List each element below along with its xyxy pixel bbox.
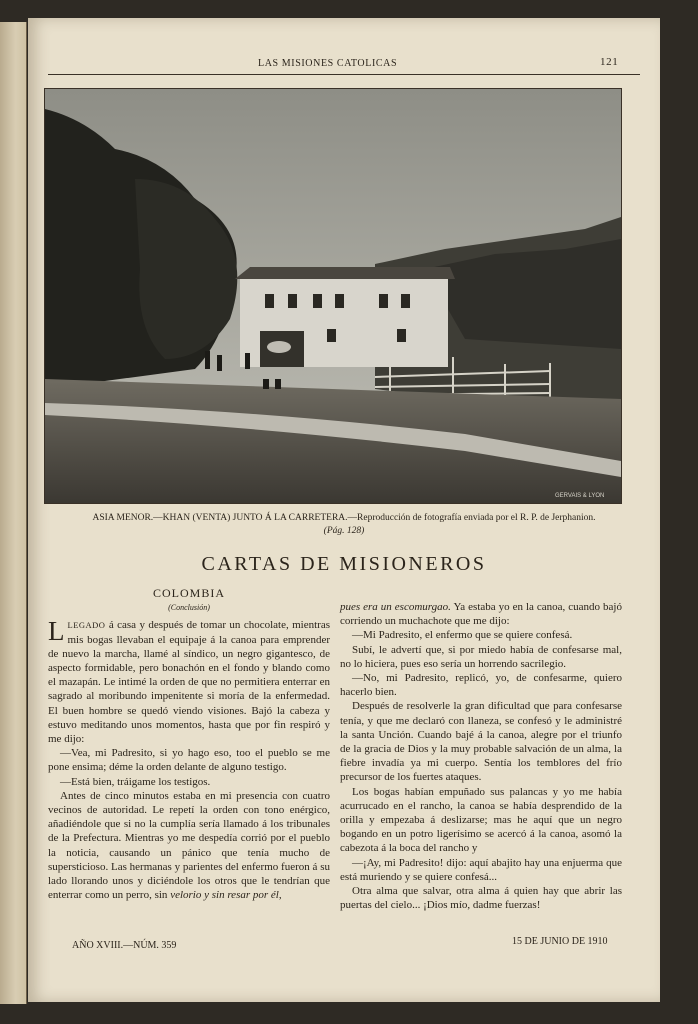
paragraph-text: á casa y después de tomar un chocolate, mientras mis bogas llevaban el equipaje á la canoa para emprender de nuevo la marcha, llamé al síndico, un negro gigantesco, de aspecto formidable, pero bonachón en el fondo y blando como el mazapán. Le intimé la orden de que no permitiera enterrar en sagrado al moribundo impenitente si moría de la enfermedad. El buen hombre se quedó viendo visiones. Bajó la cabeza y estuvo meditando unos momentos, hasta que por fin respiró y me dijo: xyxy=(48,619,330,746)
paragraph xyxy=(48,789,330,903)
halftone-photograph xyxy=(44,88,622,504)
paragraph: —No, mi Padresito, replicó, yo, de confesarme, quiero hacerlo bien. xyxy=(340,672,622,699)
paragraph: —Vea, mi Padresito, si yo hago eso, too el pueblo se me pone ensima; déme la orden delante de alguno testigo. xyxy=(48,747,330,774)
lead-smallcaps: LEGADO xyxy=(67,620,106,631)
previous-page-edge xyxy=(0,22,27,1004)
paragraph: Después de resolverle la gran dificultad que para confesarse tenía, y que me declaró con llaneza, se confesó y le administré la santa Unción. Cuando bajé á la canoa, alegre por el triunfo de la gracia de Dios y la muy probable salvación de un alma, la fiebre invadía ya mi cuerpo. Sentía los temblores del frío precursor de los fuertes ataques. xyxy=(340,700,622,784)
paragraph xyxy=(340,600,622,628)
paragraph: Otra alma que salvar, otra alma á quien hay que abrir las puertas del cielo... ¡Dios mío, dadme fuerzas! xyxy=(340,885,622,912)
paragraph: Los bogas habían empuñado sus palancas y yo me había acurrucado en el rancho, la canoa se había desprendido de la orilla y empezaba á deslizarse; mas he aquí que un negro bogando en un potro ligerísimo se acercó á la canoa, asomó la cabezota á la boca del rancho y xyxy=(340,785,622,855)
issue-number: AÑO XVIII.—NÚM. 359 xyxy=(72,940,177,951)
caption-page-ref: (Pág. 128) xyxy=(323,526,365,536)
running-header xyxy=(28,56,660,76)
page-number: 121 xyxy=(600,56,619,68)
paragraph xyxy=(48,618,330,746)
left-column xyxy=(48,586,330,902)
paragraph: —Está bien, tráigame los testigos. xyxy=(60,775,211,788)
right-column xyxy=(340,600,622,912)
drop-cap: L xyxy=(48,616,65,647)
issue-date: 15 DE JUNIO DE 1910 xyxy=(512,936,608,947)
paragraph: Subí, le advertí que, si por miedo había de confesarse mal, no lo hiciera, pues eso sería un horrendo sacrilegio. xyxy=(340,643,622,670)
section-note: (Conclusión) xyxy=(168,603,210,613)
article-title: CARTAS DE MISIONEROS xyxy=(201,553,487,575)
paragraph-text: Antes de cinco minutos estaba en mi presencia con cuatro vecinos de autoridad. Le repetí la orden con tono enérgico, añadiéndole que si no la cumplía sería llamado á los tribunales de la Prefectura. Mientras yo me despedía corrió por el pueblo la noticia, causando un pánico que tenía mucho de supersticioso. Las hermanas y parientes del enfermo fueron á su lado llorando unos y diciéndole los otros que le tendrían que enterrar como un perro, sin xyxy=(48,789,330,902)
paragraph: —¡Ay, mi Padresito! dijo: aquí abajito hay una enjuerma que está muriendo y se quiere confesá... xyxy=(340,856,622,883)
italic-phrase: pues era un escomurgao. xyxy=(340,601,451,613)
paragraph-text: Ya estaba yo en la canoa, cuando bajó corriendo un muchachote que me dijo: xyxy=(340,601,622,628)
publication-title: LAS MISIONES CATOLICAS xyxy=(258,58,398,69)
paragraph: —Mi Padresito, el enfermo que se quiere confesá. xyxy=(352,629,573,642)
italic-phrase: velorio y sin resar por él, xyxy=(170,889,282,902)
photo-caption xyxy=(28,512,660,538)
caption-text: ASIA MENOR.—KHAN (VENTA) JUNTO Á LA CARRETERA.—Reproducción de fotografía enviada por el R. P. de Jerphanion. xyxy=(92,513,596,523)
photo-credit: GERVAIS & LYON xyxy=(555,493,605,499)
section-heading: COLOMBIA xyxy=(152,586,225,600)
magazine-page xyxy=(28,18,660,1002)
header-rule xyxy=(48,74,640,75)
